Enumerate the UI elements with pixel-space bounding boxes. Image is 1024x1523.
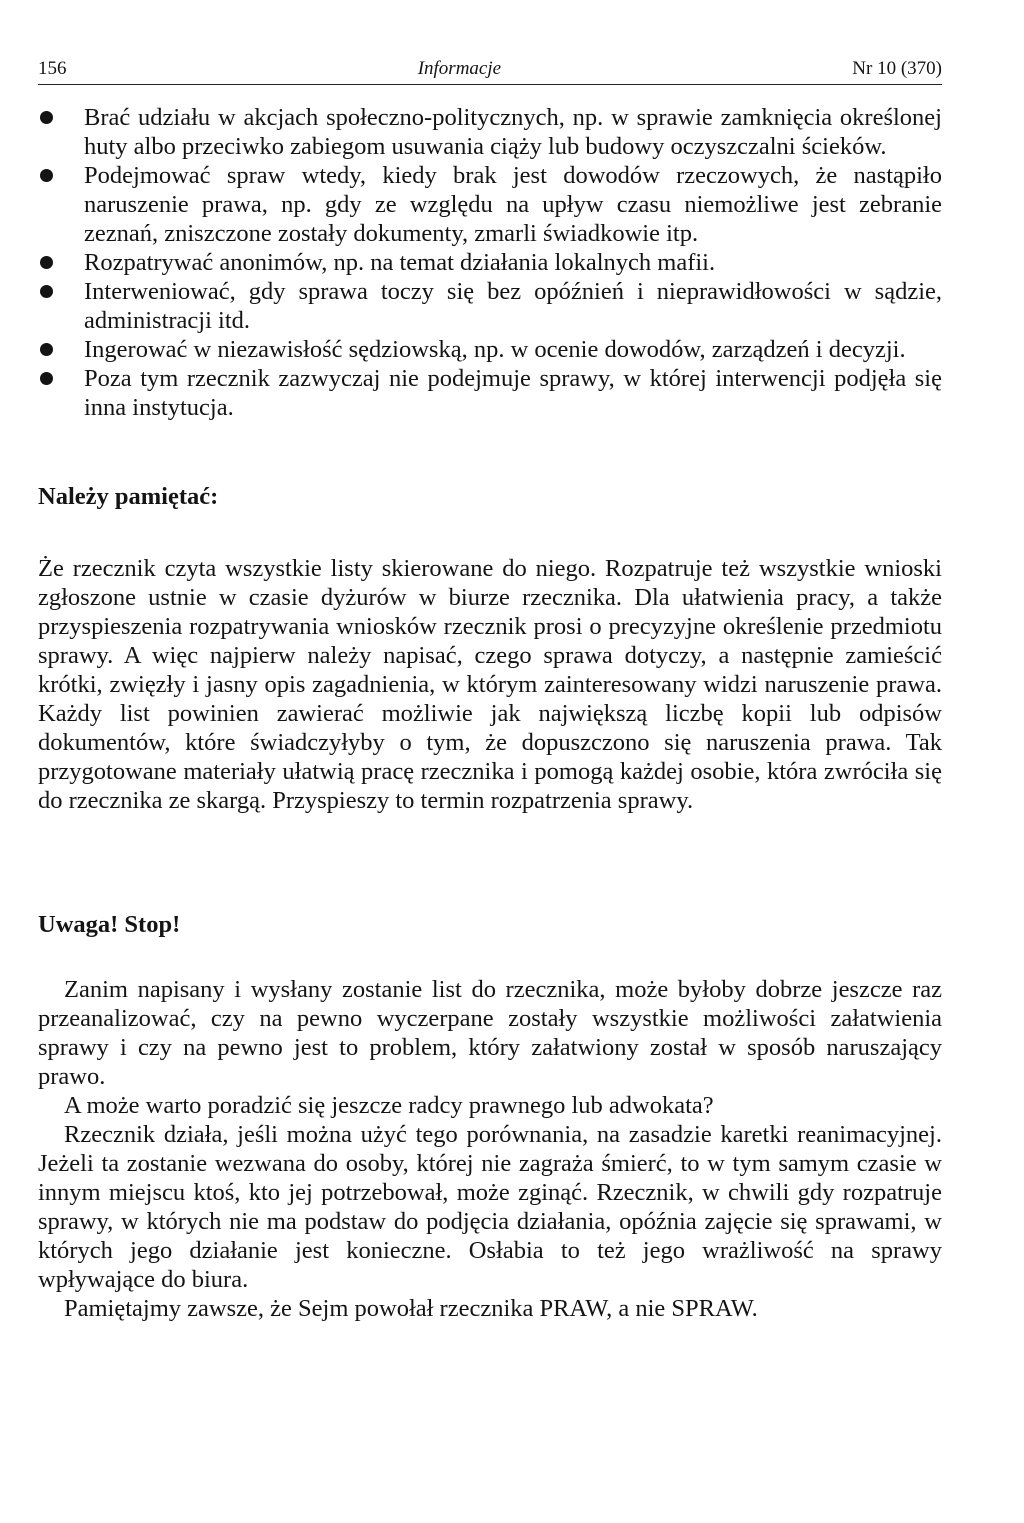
bullet-icon bbox=[40, 256, 53, 269]
section-paragraph: Rzecznik działa, jeśli można użyć tego porównania, na zasadzie karetki reanimacyjnej. Jeżeli ta zostanie wezwana do osoby, której nie zagraża śmierć, to w tym samym czasie w innym miejscu ktoś, kto jej potrzebował, może zginąć. Rzecznik, w chwili gdy rozpatruje sprawy, w których nie ma podstaw do podjęcia działania, opóźnia zajęcie się sprawami, w których jego działanie jest konieczne. Osłabia to też jego wrażliwość na sprawy wpływające do biura. bbox=[38, 1121, 942, 1293]
section-paragraph: Zanim napisany i wysłany zostanie list do rzecznika, może byłoby dobrze jeszcze raz przeanalizować, czy na pewno wyczerpane zostały wszystkie możliwości załatwienia sprawy i czy na pewno jest to problem, który załatwiony został w sposób naruszający prawo. bbox=[38, 976, 942, 1090]
list-item-text: Ingerować w niezawisłość sędziowską, np. w ocenie dowodów, zarządzeń i decyzji. bbox=[84, 336, 906, 363]
list-item-text: Brać udziału w akcjach społeczno-politycznych, np. w sprawie zamknięcia określonej huty albo przeciwko zabiegom usuwania ciąży lub budowy oczyszczalni ścieków. bbox=[84, 104, 942, 160]
list-item bbox=[38, 161, 942, 248]
page-header bbox=[38, 58, 942, 85]
list-item bbox=[38, 335, 942, 364]
section-heading-remember: Należy pamiętać: bbox=[38, 483, 219, 510]
document-page bbox=[38, 58, 942, 1323]
bullet-icon bbox=[40, 285, 53, 298]
bullet-icon bbox=[40, 169, 53, 182]
list-item-text: Interweniować, gdy sprawa toczy się bez opóźnień i nieprawidłowości w sądzie, administracji itd. bbox=[84, 278, 942, 334]
list-item bbox=[38, 277, 942, 335]
list-item bbox=[38, 364, 942, 422]
bullet-icon bbox=[40, 111, 53, 124]
section-paragraph: A może warto poradzić się jeszcze radcy prawnego lub adwokata? bbox=[64, 1092, 714, 1119]
list-item bbox=[38, 248, 942, 277]
list-item-text: Podejmować spraw wtedy, kiedy brak jest dowodów rzeczowych, że nastąpiło naruszenie prawa, np. gdy ze względu na upływ czasu niemożliwe jest zebranie zeznań, zniszczone zostały dokumenty, zmarli świadkowie itp. bbox=[84, 162, 942, 247]
publication-title: Informacje bbox=[417, 58, 502, 79]
bullet-list bbox=[38, 103, 942, 422]
page-number: 156 bbox=[38, 58, 67, 79]
list-item bbox=[38, 103, 942, 161]
list-item-text: Poza tym rzecznik zazwyczaj nie podejmuje sprawy, w której interwencji podjęła się inna instytucja. bbox=[84, 365, 942, 421]
list-item-text: Rozpatrywać anonimów, np. na temat działania lokalnych mafii. bbox=[84, 249, 716, 276]
section-paragraph: Pamiętajmy zawsze, że Sejm powołał rzecznika PRAW, a nie SPRAW. bbox=[64, 1295, 758, 1322]
bullet-icon bbox=[40, 343, 53, 356]
bullet-icon bbox=[40, 372, 53, 385]
section-heading-warning: Uwaga! Stop! bbox=[38, 911, 181, 938]
section-body bbox=[38, 975, 942, 1323]
section-paragraph: Że rzecznik czyta wszystkie listy skierowane do niego. Rozpatruje też wszystkie wnioski zgłoszone ustnie w czasie dyżurów w biurze rzecznika. Dla ułatwienia pracy, a także przyspieszenia rozpatrywania wniosków rzecznik prosi o precyzyjne określenie przedmiotu sprawy. A więc najpierw należy napisać, czego sprawa dotyczy, a następnie zamieścić krótki, zwięzły i jasny opis zagadnienia, w którym zainteresowany widzi naruszenie prawa. Każdy list powinien zawierać możliwie jak największą liczbę kopii lub odpisów dokumentów, które świadczyłyby o tym, że dopuszczono się naruszenia prawa. Tak przygotowane materiały ułatwią pracę rzecznika i pomogą każdej osobie, która zwróciła się do rzecznika ze skargą. Przyspieszy to termin rozpatrzenia sprawy. bbox=[38, 555, 942, 814]
issue-number: Nr 10 (370) bbox=[852, 58, 942, 79]
